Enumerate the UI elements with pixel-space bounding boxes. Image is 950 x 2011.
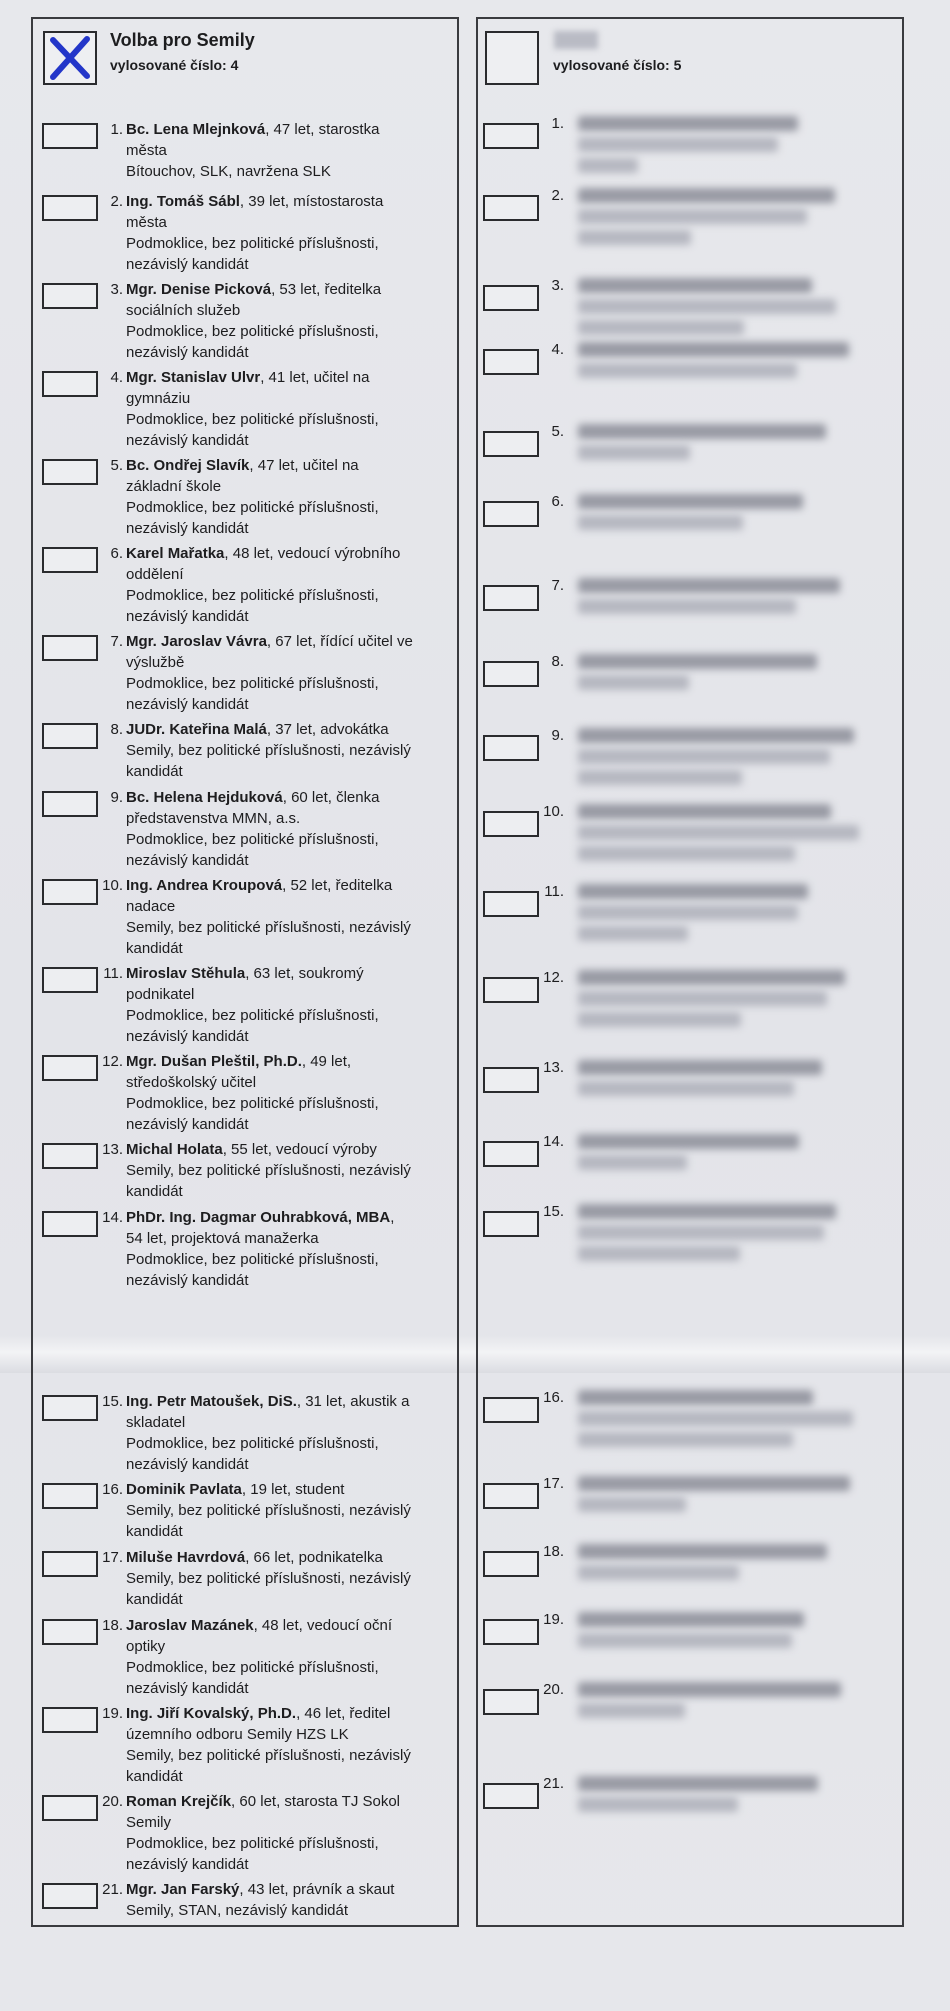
blurred-candidate-text [578,278,812,293]
candidate-preference-box[interactable] [483,585,539,611]
candidate-number: 5. [551,423,564,440]
blurred-candidate-text [578,1612,804,1627]
candidate-detail-line: územního odboru Semily HZS LK [126,1726,349,1743]
party-header [478,19,902,99]
candidate-number: 8. [551,653,564,670]
candidate-text [126,543,448,627]
candidate-age-occupation: , 31 let, akustik a [296,1393,410,1410]
candidate-preference-box[interactable] [42,1707,98,1733]
candidate-number: 19. [543,1611,564,1628]
cross-mark-icon [45,33,95,83]
candidate-number: 16. [102,1481,123,1498]
candidate-preference-box[interactable] [42,1143,98,1169]
candidate-detail-line: nezávislý kandidát [126,1272,249,1289]
candidate-detail-line: Podmoklice, bez politické příslušnosti, [126,831,379,848]
blurred-candidate-text [578,675,689,690]
candidate-detail-line: Podmoklice, bez politické příslušnosti, [126,1251,379,1268]
candidate-preference-box[interactable] [42,1055,98,1081]
candidate-number: 5. [110,457,123,474]
blurred-candidate-text [578,1476,850,1491]
candidate-number: 12. [102,1053,123,1070]
candidate-preference-box[interactable] [483,1619,539,1645]
candidate-number: 17. [102,1549,123,1566]
candidate-detail-line: skladatel [126,1414,186,1431]
candidate-first-line [126,963,448,984]
blurred-candidate-text [578,1204,836,1219]
blurred-candidate-text [578,1703,685,1718]
candidate-number: 2. [110,193,123,210]
party-header [33,19,457,99]
candidate-name: Mgr. Denise Picková [126,281,272,298]
candidate-preference-box[interactable] [42,283,98,309]
blurred-candidate-text [578,445,690,460]
candidate-number: 11. [103,965,123,982]
blurred-candidate-text [578,728,854,743]
candidate-first-line [126,455,448,476]
candidate-preference-box[interactable] [42,1619,98,1645]
candidate-preference-box[interactable] [42,547,98,573]
blurred-candidate-text [578,884,808,899]
blurred-candidate-text [578,991,827,1006]
candidate-detail-line: Bítouchov, SLK, navržena SLK [126,163,331,180]
candidate-first-line [126,191,448,212]
candidate-text [126,963,448,1047]
candidate-preference-box[interactable] [483,285,539,311]
blurred-candidate-text [578,1060,822,1075]
candidate-text [126,1139,448,1202]
blurred-candidate-text [578,1411,853,1426]
candidate-name: Bc. Ondřej Slavík [126,457,250,474]
candidate-age-occupation: , 67 let, řídící učitel ve [266,633,413,650]
candidate-name: JUDr. Kateřina Malá [126,721,267,738]
blurred-candidate-text [578,320,744,335]
candidate-text [126,1207,448,1291]
candidate-detail-line: kandidát [126,763,183,780]
blurred-candidate-text [578,494,803,509]
blurred-candidate-text [578,1776,818,1791]
candidate-preference-box[interactable] [483,123,539,149]
candidate-detail-line: základní škole [126,478,222,495]
blurred-candidate-text [578,1081,794,1096]
candidate-age-occupation: , 63 let, soukromý [245,965,364,982]
candidate-text [126,1791,448,1875]
candidate-detail-line: Semily, STAN, nezávislý kandidát [126,1902,349,1919]
candidate-preference-box[interactable] [483,735,539,761]
candidate-number: 18. [102,1617,123,1634]
candidate-age-occupation: , 19 let, student [241,1481,345,1498]
blurred-candidate-text [578,116,798,131]
blurred-candidate-text [578,1682,841,1697]
candidate-number: 3. [110,281,123,298]
candidate-detail-line: města [126,214,167,231]
candidate-preference-box[interactable] [42,635,98,661]
candidate-first-line [126,875,448,896]
candidate-preference-box[interactable] [42,195,98,221]
blurred-candidate-text [578,770,742,785]
candidate-detail-line: Podmoklice, bez politické příslušnosti, [126,675,379,692]
candidate-detail-line: Semily, bez politické příslušnosti, nezávislý [126,742,411,759]
candidate-name: PhDr. Ing. Dagmar Ouhrabková, MBA [126,1209,391,1226]
candidate-detail-line: Podmoklice, bez politické příslušnosti, [126,235,379,252]
candidate-number: 1. [110,121,123,138]
candidate-preference-box[interactable] [42,459,98,485]
blurred-candidate-text [578,299,836,314]
blurred-candidate-text [578,137,778,152]
candidate-number: 1. [551,115,564,132]
candidate-detail-line: Podmoklice, bez politické příslušnosti, [126,587,379,604]
candidate-number: 10. [102,877,123,894]
candidate-preference-box[interactable] [42,967,98,993]
candidate-detail-line: nezávislý kandidát [126,256,249,273]
candidate-number: 2. [551,187,564,204]
blurred-candidate-text [578,825,859,840]
candidate-preference-box[interactable] [483,1397,539,1423]
candidate-number: 20. [102,1793,123,1810]
candidate-detail-line: kandidát [126,1768,183,1785]
candidate-number: 7. [551,577,564,594]
candidate-text [126,631,448,715]
candidate-name: Mgr. Stanislav Ulvr [126,369,261,386]
candidate-name: Karel Mařatka [126,545,225,562]
blurred-candidate-text [578,1246,740,1261]
blurred-candidate-text [578,1390,813,1405]
blurred-candidate-text [578,1155,687,1170]
candidate-age-occupation: , 47 let, učitel na [249,457,359,474]
blurred-candidate-text [578,578,840,593]
lot-number: vylosované číslo: 5 [553,57,682,73]
candidate-text [126,1703,448,1787]
candidate-detail-line: města [126,142,167,159]
candidate-number: 9. [110,789,123,806]
candidate-age-occupation: , 66 let, podnikatelka [245,1549,383,1566]
blurred-candidate-text [578,1797,738,1812]
candidate-text [126,1547,448,1610]
candidate-age-occupation: , 48 let, vedoucí oční [253,1617,392,1634]
candidate-preference-box[interactable] [483,1783,539,1809]
blurred-candidate-text [578,1432,793,1447]
candidate-number: 3. [551,277,564,294]
candidate-detail-line: Podmoklice, bez politické příslušnosti, [126,1659,379,1676]
candidate-number: 7. [110,633,123,650]
candidate-detail-line: nezávislý kandidát [126,696,249,713]
candidate-name: Ing. Petr Matoušek, DiS. [126,1393,297,1410]
blurred-candidate-text [578,804,831,819]
candidate-text [126,787,448,871]
candidate-name: Jaroslav Mazánek [126,1617,254,1634]
candidate-preference-box[interactable] [483,661,539,687]
blurred-candidate-text [578,188,835,203]
candidate-age-occupation: , 43 let, právník a skaut [239,1881,395,1898]
candidate-detail-line: Semily, bez politické příslušnosti, nezávislý [126,1502,411,1519]
candidate-number: 12. [543,969,564,986]
candidate-detail-line: kandidát [126,1183,183,1200]
candidate-number: 14. [102,1209,123,1226]
candidate-preference-box[interactable] [42,1883,98,1909]
candidate-detail-line: nezávislý kandidát [126,520,249,537]
blurred-candidate-text [578,1134,799,1149]
candidate-age-occupation: , 55 let, vedoucí výroby [222,1141,377,1158]
candidate-preference-box[interactable] [483,1689,539,1715]
candidate-preference-box[interactable] [42,723,98,749]
candidate-age-occupation: , 37 let, advokátka [266,721,389,738]
candidate-detail-line: nezávislý kandidát [126,1028,249,1045]
candidate-first-line [126,1879,448,1900]
candidate-number: 21. [102,1881,123,1898]
candidate-first-line [126,1791,448,1812]
candidate-first-line [126,279,448,300]
candidate-age-occupation: , [390,1209,395,1226]
party-column-left [31,17,459,1927]
candidate-text [126,1879,448,1921]
candidate-name: Miluše Havrdová [126,1549,246,1566]
blurred-candidate-text [578,1012,741,1027]
candidate-age-occupation: , 52 let, ředitelka [282,877,393,894]
party-vote-box[interactable] [43,31,97,85]
candidate-first-line [126,543,448,564]
candidate-number: 18. [543,1543,564,1560]
candidate-number: 8. [110,721,123,738]
candidate-detail-line: kandidát [126,940,183,957]
candidate-text [126,719,448,782]
candidate-text [126,191,448,275]
blurred-candidate-text [578,515,743,530]
candidate-name: Ing. Tomáš Sábl [126,193,240,210]
blurred-candidate-text [578,846,795,861]
candidate-detail-line: Podmoklice, bez politické příslušnosti, [126,1435,379,1452]
candidate-age-occupation: , 48 let, vedoucí výrobního [224,545,401,562]
candidate-age-occupation: , 46 let, ředitel [296,1705,391,1722]
candidate-name: Bc. Lena Mlejnková [126,121,266,138]
candidate-first-line [126,1615,448,1636]
candidate-age-occupation: , 53 let, ředitelka [271,281,382,298]
candidate-first-line [126,719,448,740]
candidate-text [126,119,448,182]
candidate-number: 4. [551,341,564,358]
candidate-detail-line: Podmoklice, bez politické příslušnosti, [126,1007,379,1024]
blurred-candidate-text [578,599,796,614]
candidate-first-line [126,1391,448,1412]
candidate-preference-box[interactable] [483,977,539,1003]
candidate-text [126,1615,448,1699]
candidate-text [126,1479,448,1542]
candidate-detail-line: 54 let, projektová manažerka [126,1230,319,1247]
candidate-text [126,367,448,451]
candidate-detail-line: nezávislý kandidát [126,344,249,361]
candidate-text [126,455,448,539]
candidate-age-occupation: , 60 let, starosta TJ Sokol [231,1793,401,1810]
candidate-name: Roman Krejčík [126,1793,232,1810]
candidate-first-line [126,1139,448,1160]
candidate-detail-line: nezávislý kandidát [126,432,249,449]
candidate-number: 21. [543,1775,564,1792]
candidate-detail-line: gymnáziu [126,390,191,407]
candidate-preference-box[interactable] [42,1211,98,1237]
party-column-right [476,17,904,1927]
candidate-preference-box[interactable] [483,1141,539,1167]
candidate-detail-line: Semily, bez politické příslušnosti, nezávislý [126,919,411,936]
candidate-number: 16. [543,1389,564,1406]
candidate-first-line [126,1051,448,1072]
candidate-first-line [126,1547,448,1568]
candidate-number: 15. [102,1393,123,1410]
blurred-candidate-text [578,1633,792,1648]
candidate-number: 15. [543,1203,564,1220]
candidate-name: Ing. Andrea Kroupová [126,877,283,894]
candidate-preference-box[interactable] [42,123,98,149]
candidate-detail-line: nezávislý kandidát [126,1680,249,1697]
candidate-number: 4. [110,369,123,386]
party-name: Volba pro Semily [110,30,255,50]
blurred-candidate-text [578,1225,824,1240]
candidate-age-occupation: , 39 let, místostarosta [239,193,384,210]
candidate-first-line [126,1479,448,1500]
candidate-detail-line: optiky [126,1638,166,1655]
blurred-candidate-text [578,1497,686,1512]
candidate-name: Michal Holata [126,1141,223,1158]
candidate-number: 14. [543,1133,564,1150]
candidate-detail-line: Semily, bez politické příslušnosti, nezávislý [126,1570,411,1587]
blurred-candidate-text [578,230,691,245]
candidate-preference-box[interactable] [42,1551,98,1577]
candidate-number: 9. [551,727,564,744]
candidate-detail-line: Semily, bez politické příslušnosti, nezávislý [126,1162,411,1179]
candidate-number: 6. [110,545,123,562]
candidate-preference-box[interactable] [483,195,539,221]
candidate-number: 11. [544,883,564,900]
candidate-preference-box[interactable] [42,1395,98,1421]
blurred-candidate-text [578,342,849,357]
candidate-text [126,1051,448,1135]
party-vote-box[interactable] [485,31,539,85]
candidate-number: 10. [543,803,564,820]
blurred-candidate-text [578,905,798,920]
candidate-preference-box[interactable] [483,1551,539,1577]
candidate-detail-line: podnikatel [126,986,195,1003]
candidate-detail-line: výslužbě [126,654,185,671]
candidate-detail-line: nezávislý kandidát [126,1456,249,1473]
candidate-name: Dominik Pavlata [126,1481,242,1498]
blurred-candidate-text [578,209,807,224]
candidate-age-occupation: , 60 let, členka [282,789,380,806]
candidate-name: Mgr. Jan Farský [126,1881,240,1898]
blurred-candidate-text [578,970,845,985]
candidate-first-line [126,1703,448,1724]
candidate-detail-line: Podmoklice, bez politické příslušnosti, [126,1095,379,1112]
candidate-detail-line: nezávislý kandidát [126,1116,249,1133]
candidate-detail-line: nadace [126,898,176,915]
candidate-name: Mgr. Dušan Pleštil, Ph.D. [126,1053,302,1070]
candidate-preference-box[interactable] [483,349,539,375]
candidate-detail-line: nezávislý kandidát [126,1856,249,1873]
candidate-preference-box[interactable] [483,811,539,837]
candidate-detail-line: nezávislý kandidát [126,608,249,625]
candidate-preference-box[interactable] [483,1483,539,1509]
blurred-candidate-text [578,749,830,764]
candidate-text [126,1391,448,1475]
candidate-age-occupation: , 49 let, [301,1053,352,1070]
candidate-preference-box[interactable] [483,891,539,917]
candidate-name: Miroslav Stěhula [126,965,246,982]
blurred-candidate-text [578,363,797,378]
candidate-name: Bc. Helena Hejduková [126,789,283,806]
blurred-candidate-text [578,654,817,669]
candidate-preference-box[interactable] [483,1067,539,1093]
candidate-detail-line: Podmoklice, bez politické příslušnosti, [126,1835,379,1852]
candidate-number: 6. [551,493,564,510]
candidate-detail-line: představenstva MMN, a.s. [126,810,301,827]
candidate-detail-line: Semily, bez politické příslušnosti, nezávislý [126,1747,411,1764]
candidate-detail-line: Podmoklice, bez politické příslušnosti, [126,499,379,516]
candidate-detail-line: Podmoklice, bez politické příslušnosti, [126,411,379,428]
candidate-preference-box[interactable] [42,879,98,905]
candidate-number: 13. [543,1059,564,1076]
candidate-name: Mgr. Jaroslav Vávra [126,633,267,650]
candidate-first-line [126,119,448,140]
candidate-text [126,279,448,363]
candidate-preference-box[interactable] [42,1483,98,1509]
candidate-name: Ing. Jiří Kovalský, Ph.D. [126,1705,297,1722]
candidate-preference-box[interactable] [483,1211,539,1237]
candidate-first-line [126,1207,448,1228]
candidate-text [126,875,448,959]
candidate-age-occupation: , 41 let, učitel na [260,369,370,386]
blurred-candidate-text [578,158,638,173]
candidate-preference-box[interactable] [483,431,539,457]
candidate-detail-line: středoškolský učitel [126,1074,257,1091]
blurred-candidate-text [578,926,688,941]
blurred-candidate-text [578,1544,827,1559]
candidate-detail-line: sociálních služeb [126,302,241,319]
candidate-detail-line: kandidát [126,1523,183,1540]
lot-number: vylosované číslo: 4 [110,57,239,73]
candidate-number: 19. [102,1705,123,1722]
blurred-candidate-text [578,1565,739,1580]
candidate-preference-box[interactable] [42,1795,98,1821]
candidate-preference-box[interactable] [483,501,539,527]
blurred-candidate-text [578,424,826,439]
candidate-detail-line: oddělení [126,566,184,583]
candidate-detail-line: Semily [126,1814,172,1831]
candidate-number: 13. [102,1141,123,1158]
candidate-first-line [126,367,448,388]
candidate-first-line [126,787,448,808]
candidate-number: 20. [543,1681,564,1698]
candidate-detail-line: kandidát [126,1591,183,1608]
candidate-number: 17. [543,1475,564,1492]
candidate-preference-box[interactable] [42,371,98,397]
candidate-detail-line: nezávislý kandidát [126,852,249,869]
candidate-first-line [126,631,448,652]
candidate-preference-box[interactable] [42,791,98,817]
blurred-party-name [554,31,598,49]
candidate-detail-line: Podmoklice, bez politické příslušnosti, [126,323,379,340]
candidate-age-occupation: , 47 let, starostka [265,121,380,138]
